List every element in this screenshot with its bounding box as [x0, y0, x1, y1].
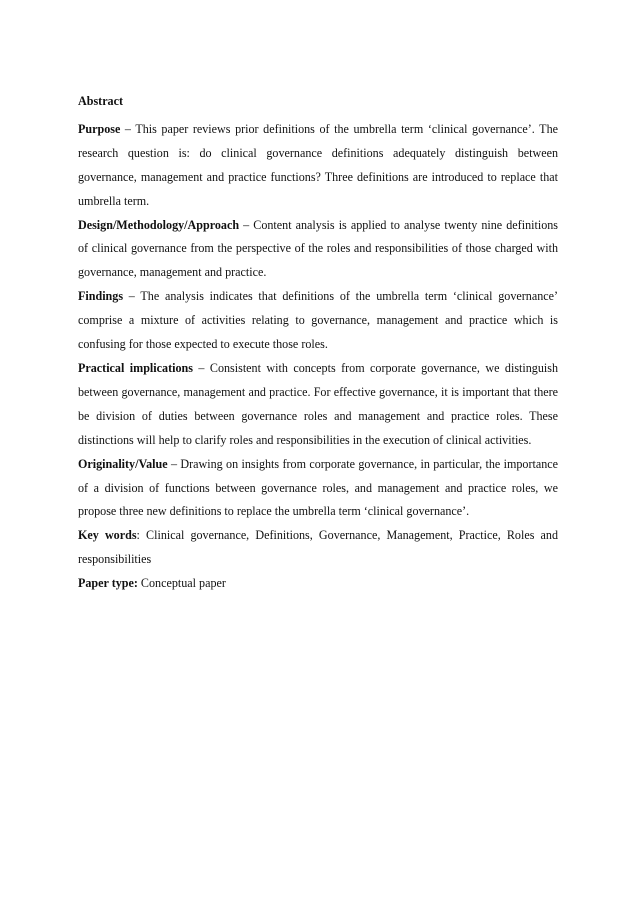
abstract-block	[78, 90, 558, 596]
section-text: – The analysis indicates that definitions of the umbrella term ‘clinical governance’ comprise a mixture of activities relating to governance, management and practice which is confusing for those expected to execute those roles.	[78, 289, 558, 352]
section-label: Paper type:	[78, 576, 138, 591]
section-text: Conceptual paper	[137, 576, 226, 591]
originality-paragraph	[78, 453, 558, 525]
section-text: – This paper reviews prior definitions of the umbrella term ‘clinical governance’. The research question is: do clinical governance definitions adequately distinguish between governance, management and practice functions? Three definitions are introduced to replace that umbrella term.	[78, 121, 558, 208]
section-label: Key words	[78, 528, 137, 543]
section-text: : Clinical governance, Definitions, Governance, Management, Practice, Roles and responsibilities	[78, 528, 559, 567]
section-label: Originality/Value	[78, 456, 168, 471]
section-label: Purpose	[78, 121, 121, 136]
section-text: – Drawing on insights from corporate governance, in particular, the importance of a division of functions between governance roles, and management and practice roles, we propose three new definitions to replace the umbrella term ‘clinical governance’.	[78, 456, 558, 519]
paper-type-paragraph	[78, 572, 558, 596]
section-label: Findings	[78, 289, 124, 304]
findings-paragraph	[78, 285, 558, 357]
purpose-paragraph	[78, 118, 558, 214]
section-text: – Content analysis is applied to analyse twenty nine definitions of clinical governance from the perspective of the roles and responsibilities of those charged with governance, management and practice.	[78, 217, 558, 280]
methodology-paragraph	[78, 214, 558, 286]
abstract-heading: Abstract	[78, 94, 124, 108]
practical-implications-paragraph	[78, 357, 558, 453]
key-words-paragraph	[78, 524, 558, 572]
section-label: Design/Methodology/Approach	[78, 217, 240, 232]
section-text: – Consistent with concepts from corporate governance, we distinguish between governance, management and practice. For effective governance, it is important that there be division of duties between governance roles and management and practice roles. These distinctions will help to clarify roles and responsibilities in the execution of clinical activities.	[78, 360, 558, 447]
section-label: Practical implications	[78, 360, 193, 375]
